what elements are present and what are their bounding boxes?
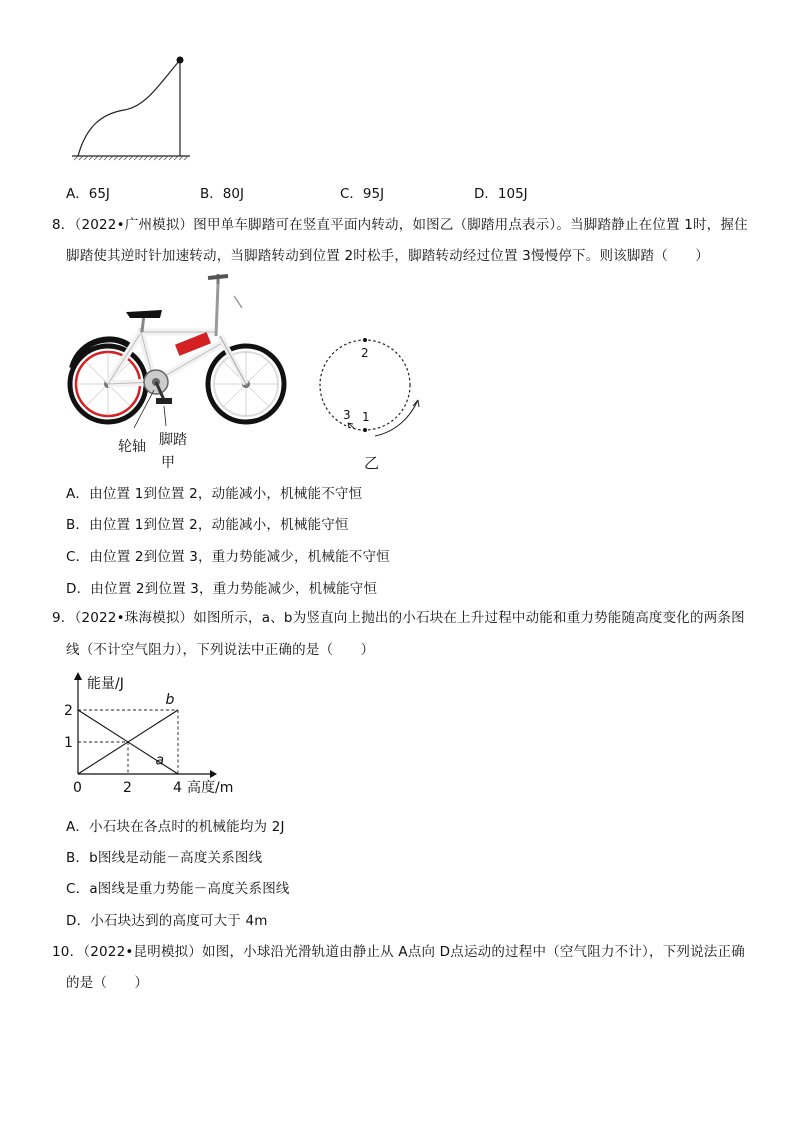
position-2-dot (363, 338, 367, 342)
q8-option-a[interactable]: A．由位置 1到位置 2，动能减小，机械能不守恒 (66, 486, 363, 502)
label-fig-b: 乙 (364, 454, 380, 472)
q9-stem-line2: 线（不计空气阻力），下列说法中正确的是（ ） (66, 642, 375, 658)
y-tick-1: 1 (64, 735, 73, 751)
q8-stem-line2: 脚踏使其逆时针加速转动，当脚踏转动到位置 2时松手，脚踏转动经过位置 3慢慢停下。则该脚踏（ ） (66, 248, 710, 264)
q7-choice-a[interactable]: A．65J (66, 186, 110, 202)
q7-track-figure (66, 52, 196, 162)
position-1-dot (363, 428, 367, 432)
x-axis-label: 高度/m (187, 780, 234, 796)
bicycle-figure (66, 272, 288, 430)
q8-option-b[interactable]: B．由位置 1到位置 2，动能减小，机械能守恒 (66, 517, 349, 533)
q9-option-d[interactable]: D．小石块达到的高度可大于 4m (66, 913, 268, 929)
q7-choice-c[interactable]: C．95J (340, 186, 385, 202)
ground-hatch (74, 156, 188, 160)
q8-stem-line1: 8．（2022•广州模拟）图甲单车脚踏可在竖直平面内转动，如图乙（脚踏用点表示）。当脚踏静止在位置 1时，握住 (52, 217, 748, 233)
label-pos-3: 3 (343, 408, 351, 422)
label-pedal: 脚踏 (159, 432, 187, 448)
y-tick-2: 2 (64, 703, 73, 719)
q9-stem-line1: 9．（2022•珠海模拟）如图所示，a、b为竖直向上抛出的小石块在上升过程中动能和重力势能随高度变化的两条图 (52, 610, 745, 626)
series-label-b: b (165, 692, 175, 708)
q10-stem-line1: 10．（2022•昆明模拟）如图，小球沿光滑轨道由静止从 A点向 D点运动的过程中（空气阻力不计），下列说法正确 (52, 944, 745, 960)
label-pos-1: 1 (362, 410, 370, 424)
label-axle: 轮轴 (118, 439, 146, 455)
energy-height-chart (60, 668, 250, 800)
y-axis (74, 672, 82, 774)
series-label-a: a (155, 752, 165, 769)
q9-option-b[interactable]: B．b图线是动能－高度关系图线 (66, 850, 263, 866)
y-axis-label: 能量/J (87, 676, 124, 692)
q8-option-c[interactable]: C．由位置 2到位置 3，重力势能减少，机械能不守恒 (66, 549, 390, 565)
x-axis (78, 770, 217, 778)
q9-option-c[interactable]: C．a图线是重力势能－高度关系图线 (66, 881, 290, 897)
rotation-arrow (375, 400, 418, 436)
ball (177, 57, 184, 64)
pedal-circle-figure (310, 330, 440, 442)
q8-option-d[interactable]: D．由位置 2到位置 3，重力势能减少，机械能守恒 (66, 581, 378, 597)
q7-choice-d[interactable]: D．105J (474, 186, 528, 202)
q10-stem-line2: 的是（ ） (66, 975, 149, 991)
q7-choice-b[interactable]: B．80J (200, 186, 244, 202)
x-tick-4: 4 (173, 780, 182, 796)
track-curve (78, 60, 180, 156)
x-tick-0: 0 (73, 780, 82, 796)
pedal-block (156, 398, 172, 404)
q9-option-a[interactable]: A．小石块在各点时的机械能均为 2J (66, 819, 285, 835)
x-tick-2: 2 (123, 780, 132, 796)
label-pos-2: 2 (361, 346, 369, 360)
label-fig-a: 甲 (161, 455, 175, 471)
